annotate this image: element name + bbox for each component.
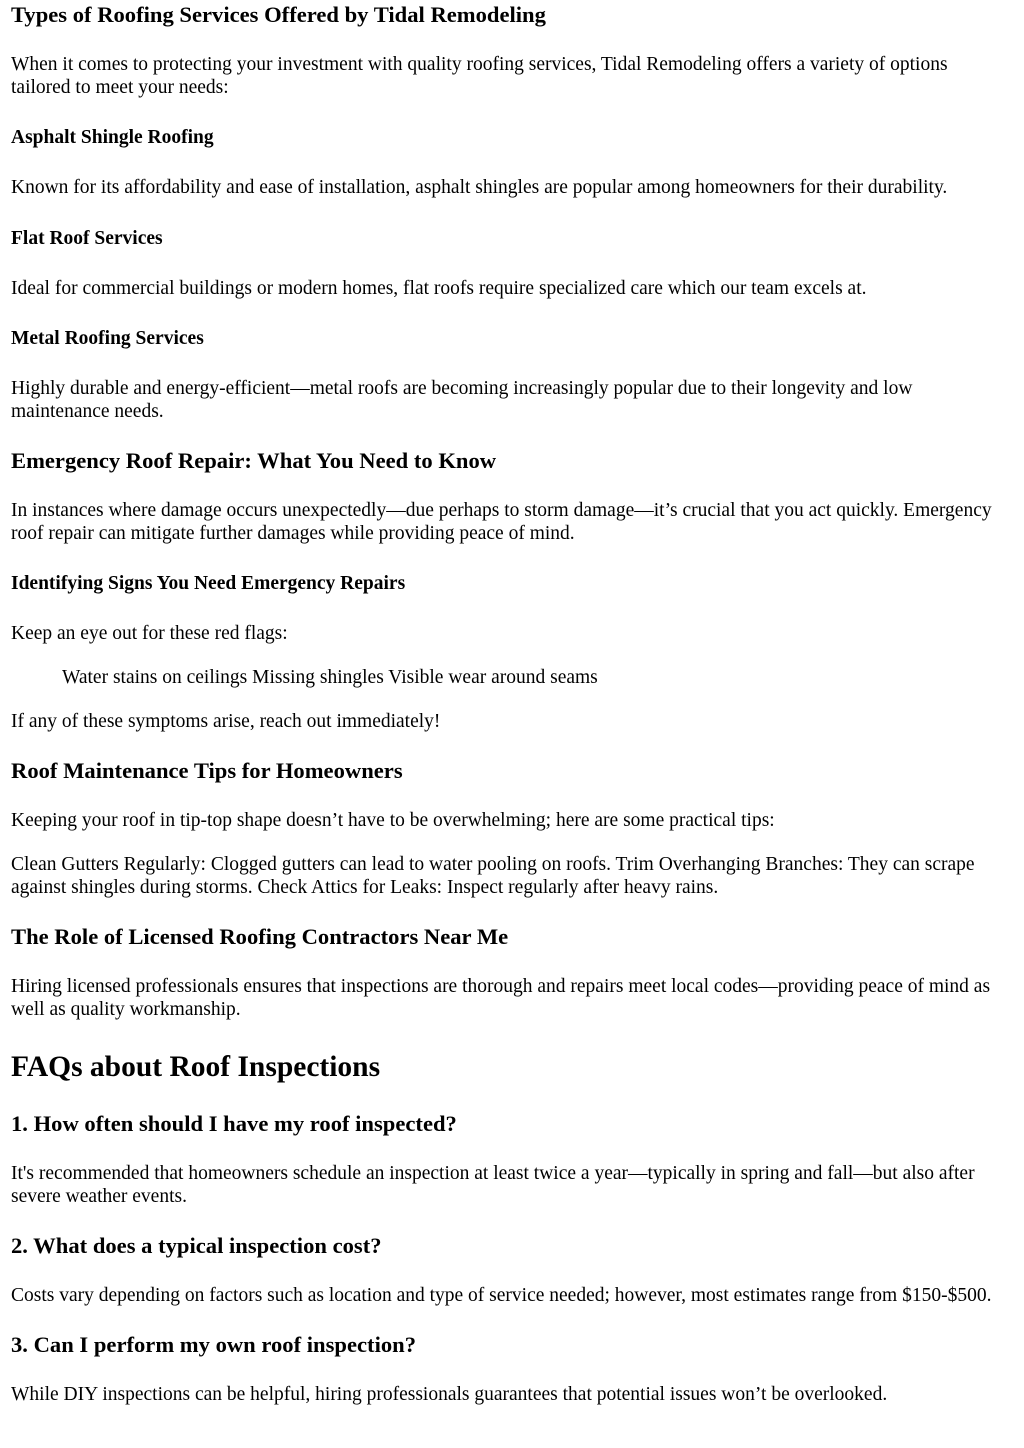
faq-question-1: 1. How often should I have my roof inspected? — [11, 1111, 457, 1136]
types-intro-paragraph: When it comes to protecting your investment with quality roofing services, Tidal Remodeling offers a variety of options tailored to meet your needs: — [11, 54, 948, 98]
section-heading-licensed: The Role of Licensed Roofing Contractors Near Me — [11, 924, 509, 949]
maintenance-intro-paragraph: Keeping your roof in tip-top shape doesn’t have to be overwhelming; here are some practical tips: — [11, 810, 775, 831]
subheading-asphalt: Asphalt Shingle Roofing — [11, 127, 214, 148]
signs-list: Water stains on ceilings Missing shingles Visible wear around seams — [62, 667, 598, 688]
section-heading-emergency: Emergency Roof Repair: What You Need to Know — [11, 448, 497, 473]
licensed-paragraph: Hiring licensed professionals ensures that inspections are thorough and repairs meet local codes—providing peace of mind as well as quality workmanship. — [11, 976, 991, 1020]
asphalt-paragraph: Known for its affordability and ease of installation, asphalt shingles are popular among homeowners for their durability. — [11, 177, 948, 198]
maintenance-tips-paragraph: Clean Gutters Regularly: Clogged gutters can lead to water pooling on roofs. Trim Overhanging Branches: They can scrape against shingles during storms. Check Attics for Leaks: Inspect regularly after heavy rains. — [11, 854, 975, 898]
faq-heading: FAQs about Roof Inspections — [11, 1051, 381, 1083]
flat-paragraph: Ideal for commercial buildings or modern homes, flat roofs require specialized care which our team excels at. — [11, 278, 867, 299]
signs-intro-paragraph: Keep an eye out for these red flags: — [11, 623, 288, 644]
subheading-metal: Metal Roofing Services — [11, 328, 204, 349]
emergency-paragraph: In instances where damage occurs unexpectedly—due perhaps to storm damage—it’s crucial that you act quickly. Emergency roof repair can mitigate further damages while providing peace of mind. — [11, 500, 992, 544]
faq-question-2: 2. What does a typical inspection cost? — [11, 1233, 382, 1258]
faq-answer-1: It's recommended that homeowners schedule an inspection at least twice a year—typically in spring and fall—but also after severe weather events. — [11, 1163, 975, 1207]
faq-answer-2: Costs vary depending on factors such as location and type of service needed; however, most estimates range from $150-$500. — [11, 1285, 992, 1306]
metal-paragraph: Highly durable and energy-efficient—metal roofs are becoming increasingly popular due to their longevity and low maintenance needs. — [11, 378, 913, 422]
faq-question-3: 3. Can I perform my own roof inspection? — [11, 1332, 416, 1357]
article — [0, 2, 1011, 1406]
signs-outro-paragraph: If any of these symptoms arise, reach out immediately! — [11, 711, 441, 732]
subheading-flat: Flat Roof Services — [11, 228, 163, 249]
section-heading-maintenance: Roof Maintenance Tips for Homeowners — [11, 758, 403, 783]
subheading-signs: Identifying Signs You Need Emergency Repairs — [11, 573, 406, 594]
faq-answer-3: While DIY inspections can be helpful, hiring professionals guarantees that potential issues won’t be overlooked. — [11, 1384, 888, 1405]
section-heading-types: Types of Roofing Services Offered by Tidal Remodeling — [11, 2, 546, 27]
